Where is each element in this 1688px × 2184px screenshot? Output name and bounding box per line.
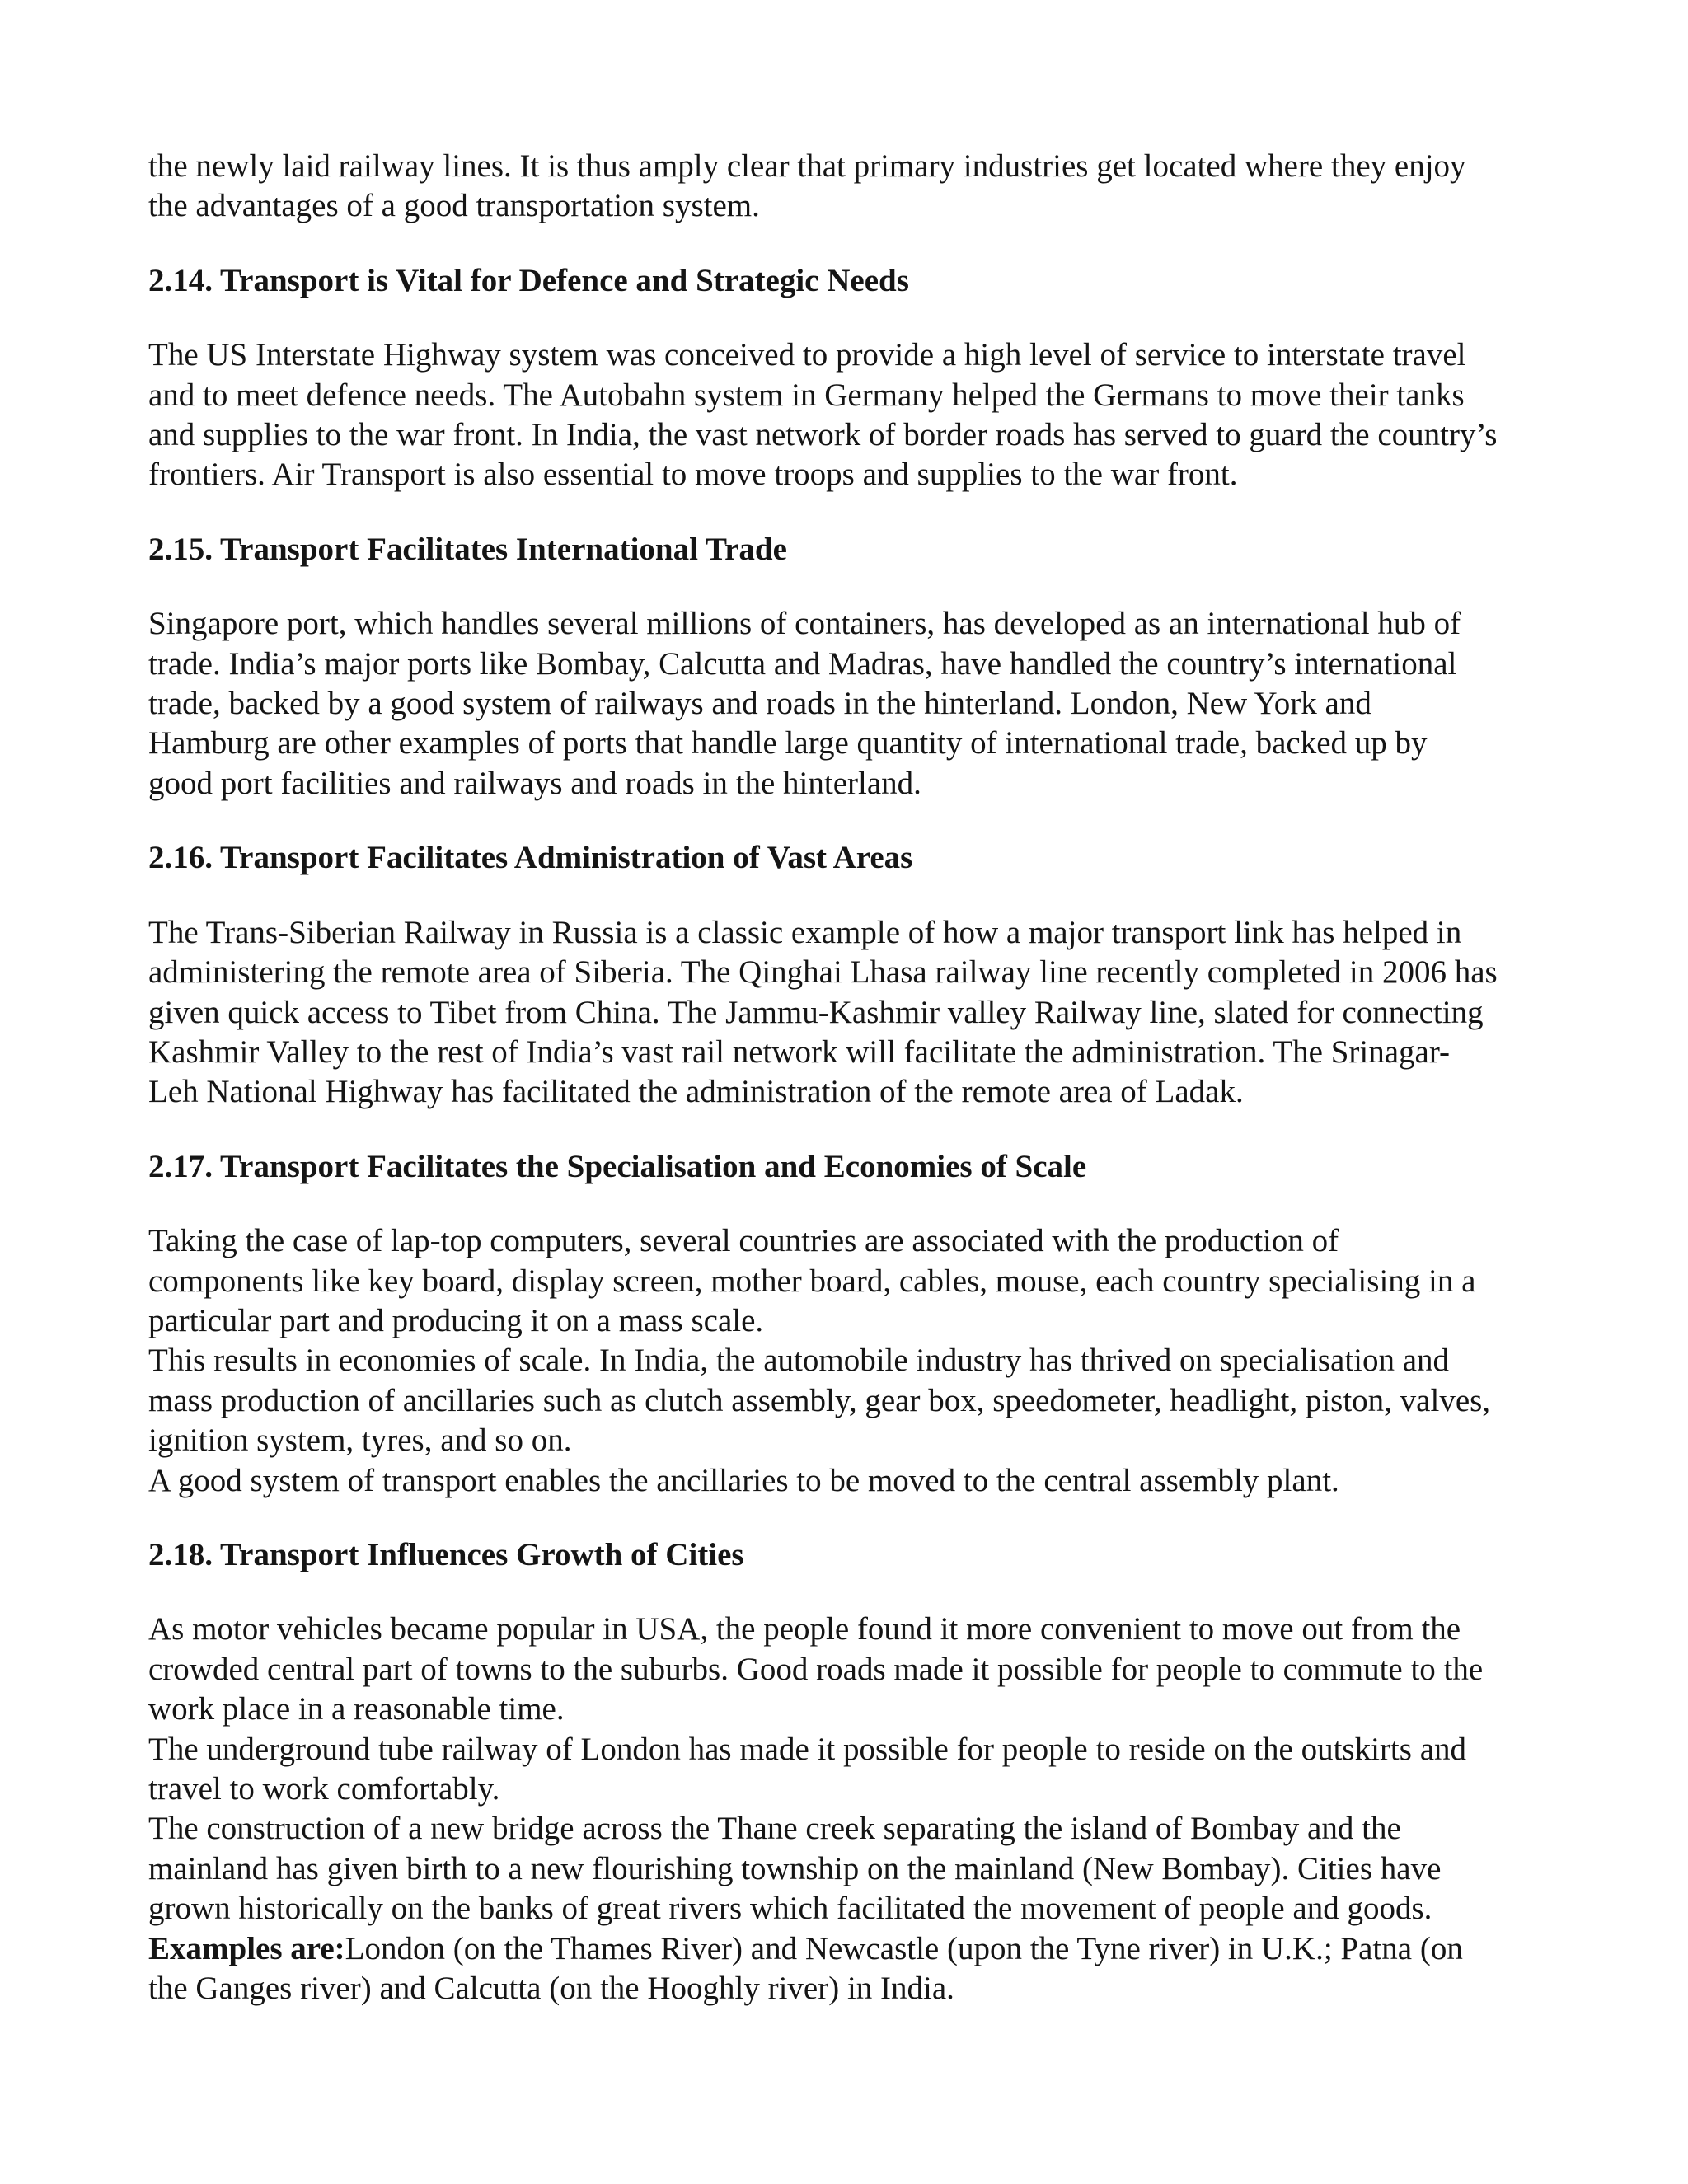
text-line: good port facilities and railways and roads in the hinterland. <box>148 765 921 801</box>
text-line: travel to work comfortably. <box>148 1771 500 1807</box>
document-body <box>148 147 1550 2008</box>
section-heading-2-16: 2.16. Transport Facilitates Administration of Vast Areas <box>148 840 913 876</box>
text-line: Leh National Highway has facilitated the administration of the remote area of Ladak. <box>148 1074 1244 1110</box>
intro-paragraph <box>148 147 1550 227</box>
section-heading-2-18: 2.18. Transport Influences Growth of Cities <box>148 1536 744 1572</box>
text-line: and to meet defence needs. The Autobahn system in Germany helped the Germans to move their tanks <box>148 377 1465 413</box>
text-line: London (on the Thames River) and Newcastle (upon the Tyne river) in U.K.; Patna (on <box>345 1930 1463 1966</box>
text-line: A good system of transport enables the ancillaries to be moved to the central assembly plant. <box>148 1462 1339 1498</box>
section-paragraph <box>148 1221 1550 1341</box>
text-line: administering the remote area of Siberia. The Qinghai Lhasa railway line recently completed in 2006 has <box>148 954 1498 991</box>
text-line: trade. India’s major ports like Bombay, Calcutta and Madras, have handled the country’s international <box>148 645 1457 682</box>
text-line: Kashmir Valley to the rest of India’s vast rail network will facilitate the administration. The Srinagar- <box>148 1033 1451 1070</box>
text-line: particular part and producing it on a mass scale. <box>148 1302 764 1338</box>
text-line: Singapore port, which handles several millions of containers, has developed as an international hub of <box>148 606 1461 642</box>
section-paragraph <box>148 1610 1550 1729</box>
text-line: the advantages of a good transportation system. <box>148 188 760 224</box>
text-line: the newly laid railway lines. It is thus amply clear that primary industries get located where they enjoy <box>148 148 1466 184</box>
text-line: and supplies to the war front. In India, the vast network of border roads has served to guard the country’s <box>148 417 1498 453</box>
section-paragraph <box>148 1461 1550 1501</box>
text-line: The underground tube railway of London has made it possible for people to reside on the outskirts and <box>148 1731 1466 1767</box>
section-paragraph <box>148 1809 1550 1929</box>
section-heading-2-15: 2.15. Transport Facilitates International Trade <box>148 531 787 567</box>
section-paragraph <box>148 604 1550 804</box>
examples-paragraph <box>148 1929 1550 2009</box>
text-line: trade, backed by a good system of railways and roads in the hinterland. London, New York and <box>148 686 1372 722</box>
text-line: crowded central part of towns to the suburbs. Good roads made it possible for people to commute to the <box>148 1651 1484 1687</box>
text-line: grown historically on the banks of great rivers which facilitated the movement of people and goods. <box>148 1891 1432 1927</box>
text-line: mass production of ancillaries such as clutch assembly, gear box, speedometer, headlight, piston, valves, <box>148 1382 1491 1418</box>
text-line: work place in a reasonable time. <box>148 1691 565 1727</box>
examples-label: Examples are: <box>148 1930 345 1966</box>
text-line: the Ganges river) and Calcutta (on the Hooghly river) in India. <box>148 1971 954 2007</box>
text-line: This results in economies of scale. In India, the automobile industry has thrived on specialisation and <box>148 1343 1450 1379</box>
section-paragraph <box>148 913 1550 1113</box>
section-paragraph <box>148 1341 1550 1460</box>
text-line: The US Interstate Highway system was conceived to provide a high level of service to interstate travel <box>148 337 1466 373</box>
text-line: given quick access to Tibet from China. The Jammu-Kashmir valley Railway line, slated for connecting <box>148 994 1484 1030</box>
section-paragraph <box>148 1730 1550 1810</box>
text-line: As motor vehicles became popular in USA, the people found it more convenient to move out from the <box>148 1611 1461 1647</box>
text-line: Hamburg are other examples of ports that handle large quantity of international trade, backed up by <box>148 725 1428 762</box>
section-paragraph <box>148 335 1550 495</box>
text-line: mainland has given birth to a new flourishing township on the mainland (New Bombay). Cities have <box>148 1850 1442 1886</box>
text-line: Taking the case of lap-top computers, several countries are associated with the production of <box>148 1223 1339 1259</box>
text-line: components like key board, display screen, mother board, cables, mouse, each country specialising in a <box>148 1263 1476 1299</box>
section-heading-2-17: 2.17. Transport Facilitates the Specialisation and Economies of Scale <box>148 1148 1087 1184</box>
section-heading-2-14: 2.14. Transport is Vital for Defence and Strategic Needs <box>148 262 909 298</box>
text-line: The construction of a new bridge across the Thane creek separating the island of Bombay and the <box>148 1811 1401 1847</box>
text-line: ignition system, tyres, and so on. <box>148 1422 572 1459</box>
text-line: frontiers. Air Transport is also essential to move troops and supplies to the war front. <box>148 457 1238 493</box>
text-line: The Trans-Siberian Railway in Russia is a classic example of how a major transport link has helped in <box>148 914 1462 950</box>
